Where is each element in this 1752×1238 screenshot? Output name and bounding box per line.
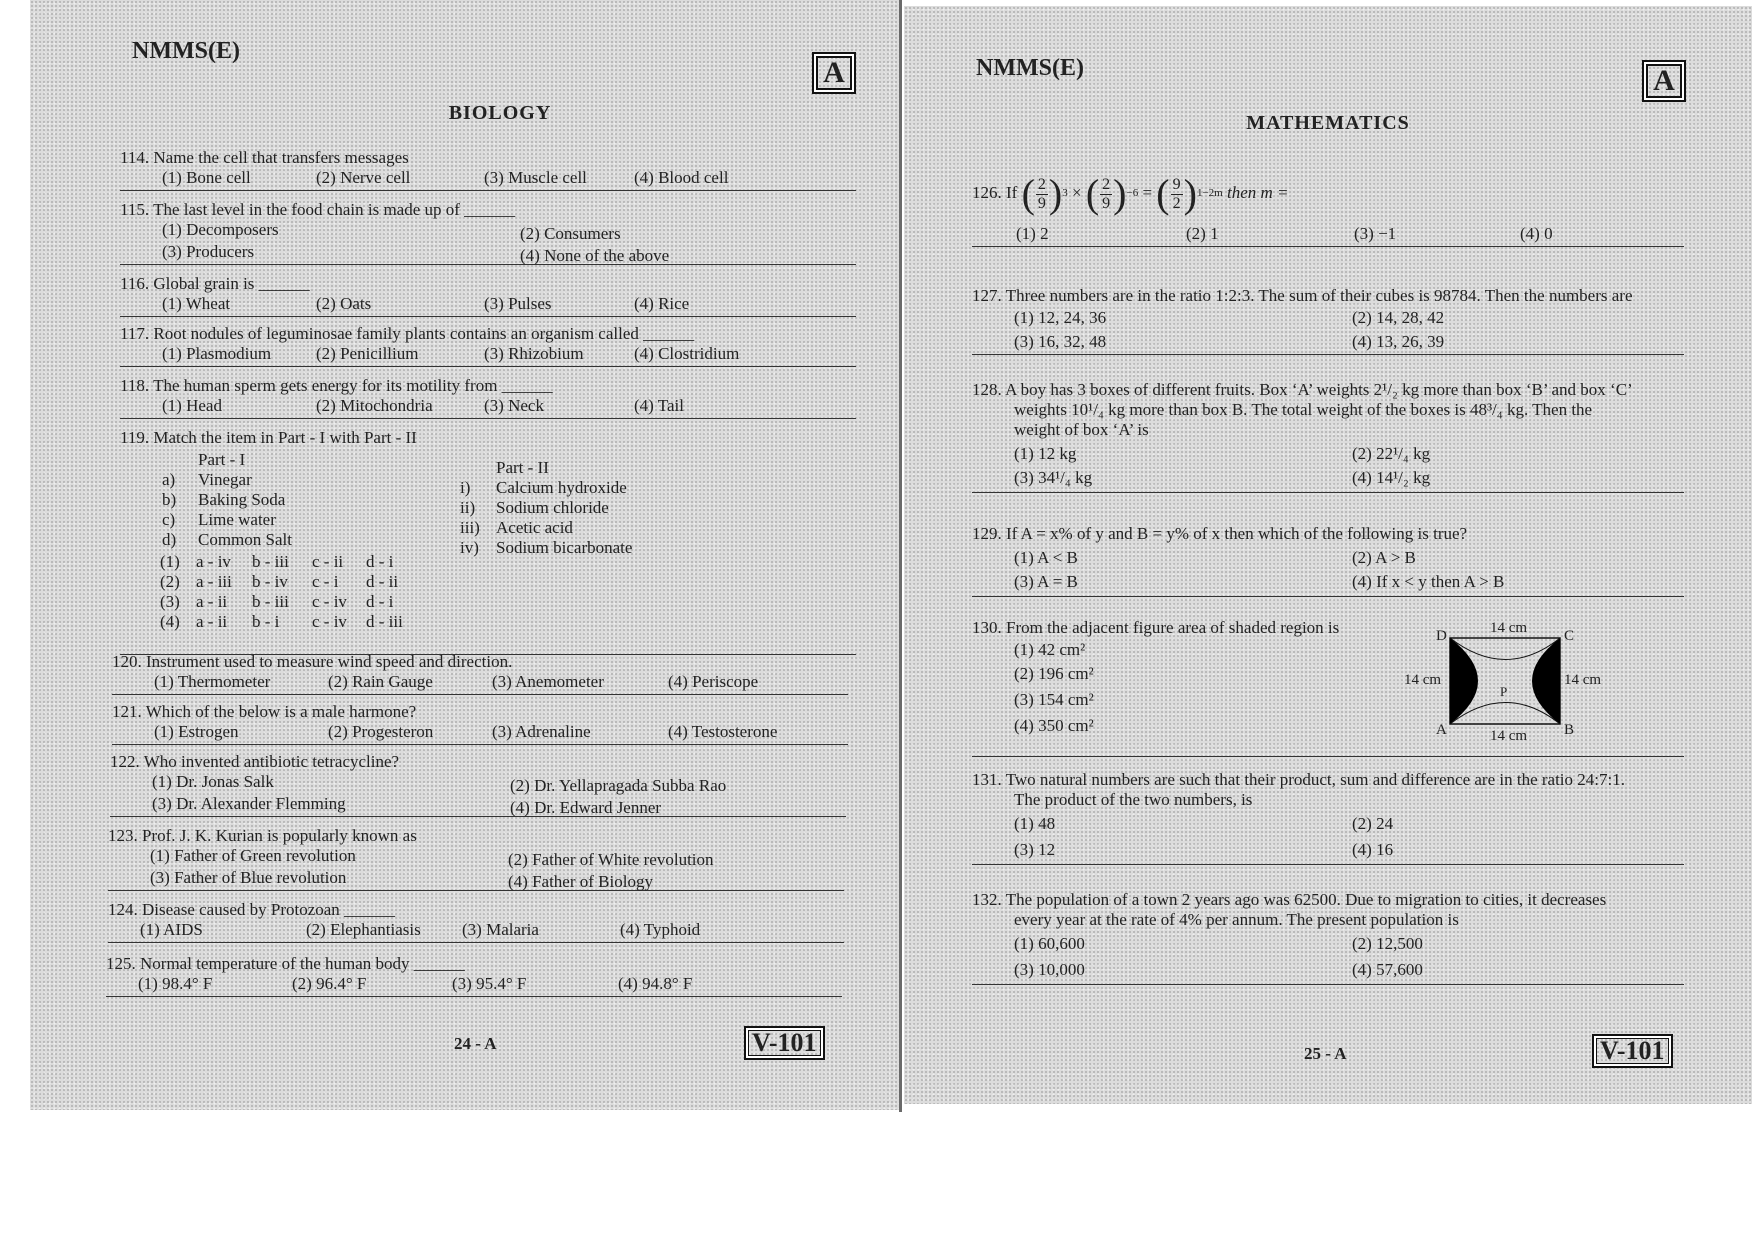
option[interactable]: (4) 13, 26, 39 [1352, 332, 1445, 351]
left-subject-title: BIOLOGY [448, 102, 552, 124]
option[interactable]: (3) Muscle cell [484, 168, 587, 187]
part1-letter: b) [162, 490, 177, 509]
part2-numeral: iii) [460, 518, 480, 537]
match-pair: b - iii [252, 552, 289, 571]
option-number[interactable]: (3) [160, 592, 180, 611]
shaded-region-left [1450, 638, 1478, 724]
option[interactable]: (4) Father of Biology [508, 872, 653, 891]
figure-label-top: 14 cm [1490, 620, 1528, 636]
option[interactable]: (1) 12 kg [1014, 444, 1077, 463]
option[interactable]: (4) 14¹/₂ kg [1352, 468, 1431, 487]
option[interactable]: (3) Rhizobium [484, 344, 584, 363]
question-text: weight of box ‘A’ is [1014, 420, 1149, 439]
question-text: Who invented antibiotic tetracycline? [143, 752, 400, 771]
option[interactable]: (1) 2 [1016, 224, 1049, 243]
left-page-number: 24 - A [454, 1034, 497, 1053]
option[interactable]: (2) A > B [1352, 548, 1416, 567]
match-pair: d - i [366, 592, 394, 611]
option-number[interactable]: (4) [160, 612, 180, 631]
question-117: 117. Root nodules of leguminosae family plants contains an organism called ______ (1) Plasmodium (2) Penicillium (3) Rhizobium (4) Clostridium [120, 324, 856, 367]
match-pair: c - i [312, 572, 339, 591]
option[interactable]: (3) Father of Blue revolution [150, 868, 347, 887]
option[interactable]: (3) −1 [1354, 224, 1397, 243]
question-118: 118. The human sperm gets energy for its motility from ______ (1) Head (2) Mitochondria (3) Neck (4) Tail [120, 376, 856, 419]
match-pair: b - iii [252, 592, 289, 611]
option[interactable]: (4) None of the above [520, 246, 670, 265]
option[interactable]: (4) 16 [1352, 840, 1394, 859]
match-pair: c - ii [312, 552, 344, 571]
option[interactable]: (3) Adrenaline [492, 722, 591, 741]
question-125: 125. Normal temperature of the human body ______ (1) 98.4° F (2) 96.4° F (3) 95.4° F (4) 94.8° F [106, 954, 842, 997]
option[interactable]: (3) Malaria [462, 920, 539, 939]
option[interactable]: (1) 12, 24, 36 [1014, 308, 1107, 327]
question-text: Name the cell that transfers messages [153, 148, 409, 167]
question-text: The human sperm gets energy for its motility from ______ [153, 376, 553, 395]
figure-vertex-a: A [1436, 722, 1447, 738]
question-text: Two natural numbers are such that their product, sum and difference are in the ratio 24:7:1. [1005, 770, 1625, 789]
question-text: From the adjacent figure area of shaded region is [1006, 618, 1340, 637]
question-114: 114. Name the cell that transfers messages (1) Bone cell (2) Nerve cell (3) Muscle cell (4) Blood cell [120, 148, 856, 191]
question-text: The product of the two numbers, is [1014, 790, 1253, 809]
option[interactable]: (3) 12 [1014, 840, 1056, 859]
option[interactable]: (1) 48 [1014, 814, 1056, 833]
option[interactable]: (2) Father of White revolution [508, 850, 714, 869]
right-version-box: V-101 [1592, 1034, 1673, 1068]
question-122: 122. Who invented antibiotic tetracycline? (1) Dr. Jonas Salk (2) Dr. Yellapragada Subba Rao (3) Dr. Alexander Flemming (4) Dr. Edward Jenner [110, 752, 846, 817]
option[interactable]: (1) Head [162, 396, 222, 415]
option[interactable]: (1) Father of Green revolution [150, 846, 356, 865]
fraction: $\frac{9}{2}$ [1172, 175, 1181, 212]
match-pair: a - ii [196, 612, 228, 631]
left-header: NMMS(E) [132, 38, 240, 64]
figure-vertex-b: B [1564, 722, 1575, 738]
match-pair: d - ii [366, 572, 399, 591]
question-text: The last level in the food chain is made up of ______ [153, 200, 516, 219]
option[interactable]: (3) A = B [1014, 572, 1078, 591]
part1-letter: a) [162, 470, 176, 489]
part2-numeral: ii) [460, 498, 476, 517]
option[interactable]: (2) 196 cm² [1014, 664, 1094, 683]
option[interactable]: (3) Neck [484, 396, 544, 415]
question-text: Which of the below is a male harmone? [145, 702, 417, 721]
question-text: Three numbers are in the ratio 1:2:3. The sum of their cubes is 98784. Then the numbers are [1005, 286, 1633, 305]
option[interactable]: (4) Rice [634, 294, 690, 313]
question-126: 126. If ( $\frac{2}{9})^3$ × ( $\frac{2}{9})^{-6}$ = ( $\frac{9}{2})^{1-2m}$ then m = (1) 2 (2) 1 (3) −1 (4) 0 [972, 168, 1684, 247]
option[interactable]: (2) Progesteron [328, 722, 434, 741]
option[interactable]: (4) 94.8° F [618, 974, 693, 993]
option[interactable]: (3) Producers [162, 242, 255, 261]
option[interactable]: (2) 96.4° F [292, 974, 367, 993]
part1-title: Part - I [198, 450, 246, 469]
part2-item: Sodium chloride [496, 498, 609, 517]
match-pair: a - iii [196, 572, 232, 591]
shaded-region-figure [1378, 618, 1678, 744]
figure-label-bottom: 14 cm [1490, 728, 1528, 744]
option[interactable]: (4) Testosterone [668, 722, 778, 741]
option[interactable]: (4) Typhoid [620, 920, 701, 939]
match-pair: a - ii [196, 592, 228, 611]
option[interactable]: (2) Mitochondria [316, 396, 433, 415]
left-version-box: V-101 [744, 1026, 825, 1060]
option[interactable]: (3) 34¹/₄ kg [1014, 468, 1093, 487]
question-text: Match the item in Part - I with Part - II [153, 428, 417, 447]
part1-item: Lime water [198, 510, 276, 529]
option[interactable]: (2) Consumers [520, 224, 621, 243]
match-pair: a - iv [196, 552, 231, 571]
question-text: Root nodules of leguminosae family plants contains an organism called ______ [153, 324, 695, 343]
figure-vertex-c: C [1564, 628, 1575, 644]
option[interactable]: (4) Periscope [668, 672, 759, 691]
question-text: Global grain is ______ [153, 274, 310, 293]
option[interactable]: (4) 57,600 [1352, 960, 1423, 979]
right-set-code: A [1642, 60, 1686, 102]
page-fold [899, 0, 902, 1112]
option[interactable]: (4) Dr. Edward Jenner [510, 798, 662, 817]
option[interactable]: (1) Thermometer [154, 672, 271, 691]
part1-item: Common Salt [198, 530, 292, 549]
part2-item: Calcium hydroxide [496, 478, 627, 497]
part2-numeral: iv) [460, 538, 479, 557]
match-pair: d - i [366, 552, 394, 571]
option[interactable]: (1) 42 cm² [1014, 640, 1086, 659]
option[interactable]: (1) A < B [1014, 548, 1078, 567]
question-text: The population of a town 2 years ago was 62500. Due to migration to cities, it decreases [1005, 890, 1607, 909]
option[interactable]: (1) Wheat [162, 294, 231, 313]
option[interactable]: (4) 0 [1520, 224, 1553, 243]
option[interactable]: (2) Oats [316, 294, 372, 313]
option[interactable]: (2) 12,500 [1352, 934, 1423, 953]
figure-point-p: P [1500, 684, 1508, 699]
match-pair: c - iv [312, 612, 347, 631]
match-pair: c - iv [312, 592, 347, 611]
question-text: If A = x% of y and B = y% of x then which of the following is true? [1006, 524, 1468, 543]
option-number[interactable]: (2) [160, 572, 180, 591]
option[interactable]: (1) Dr. Jonas Salk [152, 772, 274, 791]
option[interactable]: (3) 10,000 [1014, 960, 1085, 979]
question-115: 115. The last level in the food chain is made up of ______ (1) Decomposers (2) Consumers (3) Producers (4) None of the above [120, 200, 856, 265]
part1-item: Vinegar [198, 470, 252, 489]
option[interactable]: (1) 60,600 [1014, 934, 1085, 953]
option[interactable]: (3) 16, 32, 48 [1014, 332, 1107, 351]
option[interactable]: (4) Clostridium [634, 344, 740, 363]
part1-letter: d) [162, 530, 177, 549]
right-header: NMMS(E) [976, 55, 1084, 81]
option[interactable]: (1) Bone cell [162, 168, 251, 187]
option[interactable]: (1) 98.4° F [138, 974, 213, 993]
option[interactable]: (2) 24 [1352, 814, 1394, 833]
option[interactable]: (2) 14, 28, 42 [1352, 308, 1445, 327]
part2-item: Acetic acid [496, 518, 573, 537]
option[interactable]: (1) Estrogen [154, 722, 239, 741]
option[interactable]: (4) 350 cm² [1014, 716, 1094, 735]
question-131: 131. Two natural numbers are such that their product, sum and difference are in the ratio 24:7:1. The product of the two numbers, is (1) 48 (2) 24 (3) 12 (4) 16 [972, 770, 1684, 865]
question-127: 127. Three numbers are in the ratio 1:2:3. The sum of their cubes is 98784. Then the numbers are (1) 12, 24, 36 (2) 14, 28, 42 (3) 16, 32, 48 (4) 13, 26, 39 [972, 286, 1684, 355]
right-page-number: 25 - A [1304, 1044, 1347, 1063]
option[interactable]: (4) Blood cell [634, 168, 729, 187]
question-text: Instrument used to measure wind speed and direction. [146, 652, 513, 671]
option[interactable]: (2) Penicillium [316, 344, 419, 363]
question-text: every year at the rate of 4% per annum. The present population is [1014, 910, 1459, 929]
left-set-code: A [812, 52, 856, 94]
option[interactable]: (3) 154 cm² [1014, 690, 1094, 709]
option-number[interactable]: (1) [160, 552, 180, 571]
fraction: $\frac{2}{9}$ [1102, 175, 1111, 212]
option[interactable]: (3) Pulses [484, 294, 552, 313]
question-119: 119. Match the item in Part - I with Part - II Part - I Part - II a) Vinegar b) Baking Soda c) Lime water d) Common Salt i) Calcium hydroxide ii) Sodium chloride iii) Acetic acid iv) Sodium bicarbonate (1) a - iv b - iii c - ii d - i (2) a - iii b - iv c - i d - ii (3) a - ii b - iii c - iv d - i (4) a - ii b - i c - iv d - iii [120, 428, 856, 655]
question-132: 132. The population of a town 2 years ago was 62500. Due to migration to cities, it decreases every year at the rate of 4% per annum. The present population is (1) 60,600 (2) 12,500 (3) 10,000 (4) 57,600 [972, 890, 1684, 985]
question-text: Disease caused by Protozoan ______ [142, 900, 396, 919]
option[interactable]: (1) Decomposers [162, 220, 279, 239]
question-text: weights 10¹/₄ kg more than box B. The total weight of the boxes is 48³/₄ kg. Then the [1014, 400, 1593, 419]
question-124: 124. Disease caused by Protozoan ______ (1) AIDS (2) Elephantiasis (3) Malaria (4) Typhoid [108, 900, 844, 943]
right-subject-title: MATHEMATICS [1246, 112, 1410, 134]
shaded-region-right [1532, 638, 1560, 724]
question-128: 128. A boy has 3 boxes of different fruits. Box ‘A’ weights 2¹/₂ kg more than box ‘B’ and box ‘C’ weights 10¹/₄ kg more than box B. The total weight of the boxes is 48³/₄ kg. Then the weight of box ‘A’ is (1) 12 kg (2) 22¹/₄ kg (3) 34¹/₄ kg (4) 14¹/₂ kg [972, 380, 1684, 493]
option[interactable]: (4) Tail [634, 396, 684, 415]
figure-label-left: 14 cm [1404, 672, 1442, 688]
match-pair: d - iii [366, 612, 403, 631]
part2-item: Sodium bicarbonate [496, 538, 633, 557]
option[interactable]: (4) If x < y then A > B [1352, 572, 1505, 591]
part1-item: Baking Soda [198, 490, 286, 509]
option[interactable]: (3) 95.4° F [452, 974, 527, 993]
question-text: A boy has 3 boxes of different fruits. Box ‘A’ weights 2¹/₂ kg more than box ‘B’ and box ‘C’ [1005, 380, 1633, 399]
option[interactable]: (1) Plasmodium [162, 344, 272, 363]
question-129: 129. If A = x% of y and B = y% of x then which of the following is true? (1) A < B (2) A > B (3) A = B (4) If x < y then A > B [972, 524, 1684, 597]
option[interactable]: (2) Nerve cell [316, 168, 411, 187]
part2-numeral: i) [460, 478, 471, 497]
part1-letter: c) [162, 510, 176, 529]
match-pair: b - i [252, 612, 280, 631]
fraction: $\frac{2}{9}$ [1037, 175, 1046, 212]
option[interactable]: (3) Dr. Alexander Flemming [152, 794, 346, 813]
match-pair: b - iv [252, 572, 288, 591]
option[interactable]: (2) Rain Gauge [328, 672, 433, 691]
option[interactable]: (2) 22¹/₄ kg [1352, 444, 1431, 463]
figure-label-right: 14 cm [1564, 672, 1602, 688]
option[interactable]: (2) Elephantiasis [306, 920, 421, 939]
option[interactable]: (3) Anemometer [492, 672, 604, 691]
question-120: 120. Instrument used to measure wind speed and direction. (1) Thermometer (2) Rain Gauge (3) Anemometer (4) Periscope [112, 652, 848, 695]
question-123: 123. Prof. J. K. Kurian is popularly known as (1) Father of Green revolution (2) Father of White revolution (3) Father of Blue revolution (4) Father of Biology [108, 826, 844, 891]
part2-title: Part - II [496, 458, 549, 477]
option[interactable]: (2) Dr. Yellapragada Subba Rao [510, 776, 727, 795]
figure-vertex-d: D [1436, 628, 1447, 644]
option[interactable]: (1) AIDS [140, 920, 203, 939]
question-130: 130. From the adjacent figure area of shaded region is (1) 42 cm² (2) 196 cm² (3) 154 cm² (4) 350 cm² 14 cm 14 cm 14 cm 14 cm D C A B P [972, 618, 1684, 757]
question-text: Prof. J. K. Kurian is popularly known as [142, 826, 417, 845]
option[interactable]: (2) 1 [1186, 224, 1219, 243]
question-text: Normal temperature of the human body ______ [140, 954, 465, 973]
question-116: 116. Global grain is ______ (1) Wheat (2) Oats (3) Pulses (4) Rice [120, 274, 856, 317]
question-121: 121. Which of the below is a male harmone? (1) Estrogen (2) Progesteron (3) Adrenaline (4) Testosterone [112, 702, 848, 745]
